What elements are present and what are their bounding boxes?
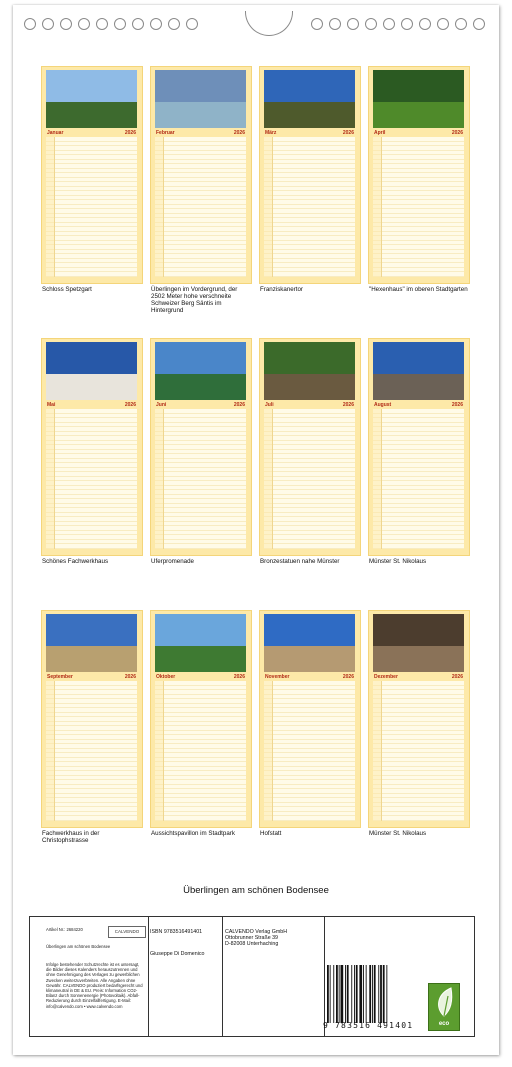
- binding-hole: [455, 18, 467, 30]
- photo-ground: [264, 646, 355, 672]
- month-year: 2026: [342, 674, 354, 680]
- photo-ground: [46, 646, 137, 672]
- month-card-november: [259, 610, 361, 828]
- barcode-bar: [386, 965, 387, 1023]
- barcode-bar: [374, 965, 376, 1023]
- month-year: 2026: [451, 674, 463, 680]
- month-name: November: [265, 674, 290, 680]
- month-name: September: [47, 674, 73, 680]
- month-caption: "Hexenhaus" im oberen Stadtgarten: [369, 286, 468, 293]
- month-header: [155, 401, 246, 409]
- calvendo-logo: CALVENDO: [108, 926, 146, 938]
- day-grid: [264, 409, 355, 549]
- month-header: [46, 129, 137, 137]
- month-caption: Überlingen im Vordergrund, der 2502 Meter hohe verschneite Schweizer Berg Säntis im Hintergrund: [151, 286, 238, 314]
- hanger-cutout: [245, 11, 293, 36]
- month-card-februar: [150, 66, 252, 284]
- month-caption: Aussichtspavillon im Stadtpark: [151, 830, 235, 837]
- month-year: 2026: [451, 130, 463, 136]
- barcode-bar: [339, 965, 340, 1023]
- month-year: 2026: [124, 674, 136, 680]
- photo-ground: [264, 374, 355, 400]
- photo-sky: [46, 342, 137, 374]
- photo-sky: [46, 614, 137, 646]
- month-card-juli: [259, 338, 361, 556]
- month-caption: Fachwerkhaus in der Christophstrasse: [42, 830, 100, 844]
- barcode-bar: [354, 965, 355, 1023]
- month-year: 2026: [233, 674, 245, 680]
- month-photo: [264, 342, 355, 400]
- binding-hole: [114, 18, 126, 30]
- month-caption: Uferpromenade: [151, 558, 194, 565]
- month-photo: [373, 342, 464, 400]
- month-card-august: [368, 338, 470, 556]
- imprint-legal-text: Infolge bestehender Schutzrechte ist es untersagt, die Bilder dieses Kalenders herauszutrennen und ohne Genehmigung des Verlages zu gewerblichen Zwecken weiterzuverbreiten. Alle Angaben ohne Gewähr. CALVENDO produziert bedarfsgerecht und klimaneutral in DE & EU. Preis: Information CO2-Bilanz durch Sonnenenergie (Photovoltaik). Abfall-Reduzierung durch Einzelfallfertigung. E-Mail: info@calvendo.com • www.calvendo.com: [46, 962, 143, 1009]
- month-photo: [155, 614, 246, 672]
- month-photo: [373, 70, 464, 128]
- binding-holes-right: [311, 18, 485, 32]
- photo-ground: [373, 646, 464, 672]
- photo-ground: [155, 102, 246, 128]
- binding-hole: [150, 18, 162, 30]
- month-year: 2026: [233, 130, 245, 136]
- month-photo: [46, 342, 137, 400]
- publisher-line: Ottobrunner Straße 39: [225, 935, 278, 941]
- day-grid: [46, 137, 137, 277]
- month-card-april: [368, 66, 470, 284]
- article-number: Artikel Nr.: 2684220: [46, 927, 83, 932]
- day-grid: [46, 409, 137, 549]
- publisher-line: CALVENDO Verlag GmbH: [225, 929, 288, 935]
- photo-sky: [155, 342, 246, 374]
- month-card-september: [41, 610, 143, 828]
- binding-hole: [24, 18, 36, 30]
- barcode-bar: [341, 965, 344, 1023]
- photo-ground: [264, 102, 355, 128]
- day-grid: [264, 681, 355, 821]
- photo-ground: [373, 374, 464, 400]
- month-year: 2026: [233, 402, 245, 408]
- month-header: [264, 129, 355, 137]
- month-year: 2026: [124, 130, 136, 136]
- photo-sky: [373, 70, 464, 102]
- month-photo: [264, 70, 355, 128]
- month-year: 2026: [342, 130, 354, 136]
- day-grid: [373, 409, 464, 549]
- barcode-bar: [356, 965, 358, 1023]
- barcode-number: 9 783516 491401: [323, 1021, 414, 1030]
- month-name: Januar: [47, 130, 64, 136]
- photo-sky: [264, 342, 355, 374]
- binding-hole: [329, 18, 341, 30]
- barcode-bar: [345, 965, 346, 1023]
- day-grid: [46, 681, 137, 821]
- barcode-bar: [336, 965, 338, 1023]
- isbn: ISBN 9783516491401: [150, 929, 203, 935]
- barcode-bar: [333, 965, 334, 1023]
- month-name: Oktober: [156, 674, 176, 680]
- publisher-line: D-82008 Unterhaching: [225, 941, 279, 947]
- binding-hole: [42, 18, 54, 30]
- day-grid: [155, 137, 246, 277]
- month-header: [373, 673, 464, 681]
- photo-ground: [155, 374, 246, 400]
- barcode-bar: [369, 965, 371, 1023]
- month-photo: [155, 342, 246, 400]
- month-year: 2026: [342, 402, 354, 408]
- month-photo: [373, 614, 464, 672]
- photo-sky: [373, 342, 464, 374]
- eco-logo: [428, 983, 460, 1031]
- binding-holes-left: [24, 18, 198, 32]
- month-photo: [46, 614, 137, 672]
- month-caption: Münster St. Nikolaus: [369, 558, 427, 565]
- month-name: Dezember: [374, 674, 398, 680]
- barcode-bar: [366, 965, 367, 1023]
- month-name: April: [374, 130, 386, 136]
- month-header: [155, 673, 246, 681]
- month-name: August: [374, 402, 392, 408]
- month-card-oktober: [150, 610, 252, 828]
- binding-hole: [437, 18, 449, 30]
- day-grid: [373, 681, 464, 821]
- calendar-page: [13, 5, 499, 1055]
- barcode: [325, 965, 433, 1023]
- month-header: [264, 673, 355, 681]
- author: Giuseppe Di Domenico: [150, 951, 205, 957]
- photo-ground: [46, 102, 137, 128]
- binding-hole: [78, 18, 90, 30]
- binding-hole: [473, 18, 485, 30]
- divider: [148, 917, 149, 1036]
- month-caption: Schloss Spetzgart: [42, 286, 92, 293]
- binding-hole: [60, 18, 72, 30]
- binding-hole: [96, 18, 108, 30]
- binding-hole: [419, 18, 431, 30]
- binding-hole: [168, 18, 180, 30]
- month-caption: Bronzestatuen nahe Münster: [260, 558, 340, 565]
- photo-ground: [155, 646, 246, 672]
- photo-sky: [264, 70, 355, 102]
- month-year: 2026: [124, 402, 136, 408]
- month-header: [373, 401, 464, 409]
- month-card-januar: [41, 66, 143, 284]
- day-grid: [155, 681, 246, 821]
- barcode-bar: [380, 965, 382, 1023]
- month-card-mai: [41, 338, 143, 556]
- month-caption: Schönes Fachwerkhaus: [42, 558, 109, 565]
- month-header: [46, 401, 137, 409]
- binding-hole: [365, 18, 377, 30]
- divider: [222, 917, 223, 1036]
- photo-sky: [264, 614, 355, 646]
- binding-hole: [132, 18, 144, 30]
- barcode-bar: [359, 965, 362, 1023]
- month-name: März: [265, 130, 277, 136]
- month-photo: [46, 70, 137, 128]
- binding-hole: [347, 18, 359, 30]
- month-year: 2026: [451, 402, 463, 408]
- imprint-short-title: Überlingen am schönen Bodensee: [46, 944, 111, 949]
- barcode-bar: [378, 965, 379, 1023]
- photo-sky: [46, 70, 137, 102]
- month-name: Juni: [156, 402, 167, 408]
- month-header: [155, 129, 246, 137]
- month-caption: Münster St. Nikolaus: [369, 830, 427, 837]
- month-photo: [264, 614, 355, 672]
- photo-ground: [373, 102, 464, 128]
- photo-sky: [373, 614, 464, 646]
- month-header: [46, 673, 137, 681]
- binding-hole: [383, 18, 395, 30]
- barcode-bar: [363, 965, 364, 1023]
- barcode-bar: [351, 965, 352, 1023]
- leaf-icon: [429, 984, 459, 1020]
- barcode-bar: [383, 965, 385, 1023]
- barcode-bar: [330, 965, 331, 1023]
- month-card-maerz: [259, 66, 361, 284]
- month-header: [264, 401, 355, 409]
- month-header: [373, 129, 464, 137]
- day-grid: [264, 137, 355, 277]
- month-name: Mai: [47, 402, 56, 408]
- month-caption: Hofstatt: [260, 830, 282, 837]
- binding-hole: [311, 18, 323, 30]
- calendar-title: Überlingen am schönen Bodensee: [183, 885, 329, 896]
- barcode-bar: [327, 965, 329, 1023]
- photo-ground: [46, 374, 137, 400]
- day-grid: [373, 137, 464, 277]
- barcode-bar: [347, 965, 349, 1023]
- month-caption: Franziskanertor: [260, 286, 303, 293]
- barcode-bar: [372, 965, 373, 1023]
- month-card-juni: [150, 338, 252, 556]
- photo-sky: [155, 614, 246, 646]
- month-name: Februar: [156, 130, 175, 136]
- month-card-dezember: [368, 610, 470, 828]
- eco-label: eco: [438, 1021, 450, 1027]
- photo-sky: [155, 70, 246, 102]
- binding-hole: [401, 18, 413, 30]
- month-name: Juli: [265, 402, 274, 408]
- binding-hole: [186, 18, 198, 30]
- day-grid: [155, 409, 246, 549]
- month-photo: [155, 70, 246, 128]
